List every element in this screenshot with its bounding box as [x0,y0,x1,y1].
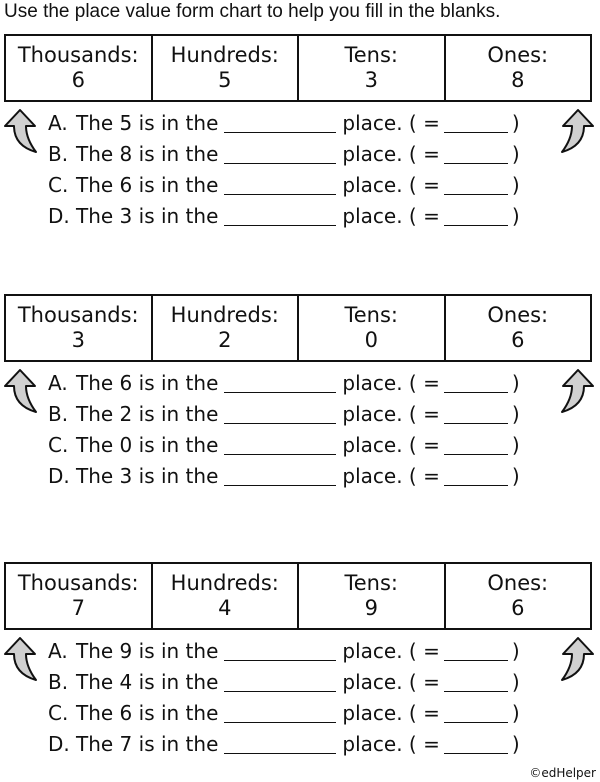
place-blank[interactable] [224,110,336,133]
question-mid: place. ( = [342,433,440,457]
cell-label: Ones: [487,571,549,595]
question-item [48,430,520,461]
question-end: ) [511,111,520,135]
place-blank[interactable] [224,203,336,226]
question-letter: A. [48,111,68,135]
cell-value: 6 [511,596,525,620]
place-blank[interactable] [224,370,336,393]
question-end: ) [511,204,520,228]
cell-value: 9 [364,596,378,620]
question-item [48,399,520,430]
cell-value: 6 [71,68,85,92]
question-mid: place. ( = [342,111,440,135]
question-list [48,108,520,232]
question-end: ) [511,402,520,426]
question-prompt: The 3 is in the [76,464,219,488]
cell-value: 0 [364,328,378,352]
question-item [48,201,520,232]
value-blank[interactable] [444,203,508,226]
cell-value: 7 [71,596,85,620]
question-letter: A. [48,639,68,663]
value-blank[interactable] [444,141,508,164]
cell-value: 4 [218,596,232,620]
question-prompt: The 6 is in the [76,173,219,197]
question-end: ) [511,670,520,694]
question-prompt: The 6 is in the [76,371,219,395]
cell-value: 3 [71,328,85,352]
question-mid: place. ( = [342,371,440,395]
value-blank[interactable] [444,401,508,424]
hundreds-cell [153,296,300,360]
place-blank[interactable] [224,731,336,754]
question-item [48,729,520,760]
value-blank[interactable] [444,638,508,661]
copyright-credit: ©edHelper [529,766,596,780]
curved-up-arrow-icon [2,366,42,416]
question-mid: place. ( = [342,142,440,166]
place-blank[interactable] [224,141,336,164]
question-letter: B. [48,670,69,694]
question-item [48,368,520,399]
place-value-section-3 [0,562,600,762]
cell-label: Hundreds: [170,303,279,327]
value-blank[interactable] [444,110,508,133]
cell-value: 6 [511,328,525,352]
curved-up-arrow-icon [2,106,42,156]
value-blank[interactable] [444,463,508,486]
place-value-chart [4,562,592,630]
question-end: ) [511,701,520,725]
ones-cell [446,296,591,360]
question-end: ) [511,371,520,395]
place-value-section-1 [0,34,600,234]
question-mid: place. ( = [342,464,440,488]
cell-label: Tens: [344,43,398,67]
question-prompt: The 9 is in the [76,639,219,663]
ones-cell [446,564,591,628]
cell-label: Ones: [487,303,549,327]
question-prompt: The 8 is in the [76,142,219,166]
question-mid: place. ( = [342,701,440,725]
place-blank[interactable] [224,401,336,424]
question-end: ) [511,639,520,663]
question-item [48,139,520,170]
question-letter: C. [48,433,69,457]
question-prompt: The 5 is in the [76,111,219,135]
question-end: ) [511,173,520,197]
question-prompt: The 6 is in the [76,701,219,725]
question-list [48,636,520,760]
question-item [48,461,520,492]
cell-label: Ones: [487,43,549,67]
question-mid: place. ( = [342,204,440,228]
value-blank[interactable] [444,432,508,455]
value-blank[interactable] [444,700,508,723]
question-item [48,636,520,667]
place-value-chart [4,294,592,362]
value-blank[interactable] [444,731,508,754]
curved-up-arrow-icon [556,106,596,156]
question-letter: C. [48,173,69,197]
question-item [48,108,520,139]
place-value-section-2 [0,294,600,494]
question-item [48,698,520,729]
cell-label: Thousands: [17,303,139,327]
value-blank[interactable] [444,172,508,195]
place-blank[interactable] [224,638,336,661]
question-prompt: The 3 is in the [76,204,219,228]
question-end: ) [511,433,520,457]
question-letter: A. [48,371,68,395]
place-blank[interactable] [224,432,336,455]
ones-cell [446,36,591,100]
cell-label: Thousands: [17,571,139,595]
question-letter: D. [48,464,70,488]
value-blank[interactable] [444,370,508,393]
question-letter: C. [48,701,69,725]
question-letter: B. [48,402,69,426]
question-item [48,170,520,201]
hundreds-cell [153,564,300,628]
question-mid: place. ( = [342,670,440,694]
question-prompt: The 4 is in the [76,670,219,694]
curved-up-arrow-icon [556,366,596,416]
cell-label: Tens: [344,303,398,327]
question-item [48,667,520,698]
question-mid: place. ( = [342,173,440,197]
place-value-chart [4,34,592,102]
thousands-cell [6,296,153,360]
place-blank[interactable] [224,669,336,692]
thousands-cell [6,564,153,628]
thousands-cell [6,36,153,100]
cell-label: Tens: [344,571,398,595]
tens-cell [299,296,446,360]
place-blank[interactable] [224,172,336,195]
place-blank[interactable] [224,700,336,723]
question-prompt: The 0 is in the [76,433,219,457]
tens-cell [299,564,446,628]
value-blank[interactable] [444,669,508,692]
cell-label: Thousands: [17,43,139,67]
question-prompt: The 7 is in the [76,732,219,756]
tens-cell [299,36,446,100]
question-prompt: The 2 is in the [76,402,219,426]
place-blank[interactable] [224,463,336,486]
question-letter: B. [48,142,69,166]
cell-value: 5 [218,68,232,92]
curved-up-arrow-icon [2,634,42,684]
question-letter: D. [48,732,70,756]
cell-label: Hundreds: [170,43,279,67]
cell-value: 2 [218,328,232,352]
question-end: ) [511,464,520,488]
question-mid: place. ( = [342,402,440,426]
instructions: Use the place value form chart to help you fill in the blanks. [4,1,501,22]
curved-up-arrow-icon [556,634,596,684]
question-end: ) [511,732,520,756]
question-end: ) [511,142,520,166]
cell-label: Hundreds: [170,571,279,595]
hundreds-cell [153,36,300,100]
cell-value: 3 [364,68,378,92]
question-letter: D. [48,204,70,228]
question-mid: place. ( = [342,732,440,756]
question-mid: place. ( = [342,639,440,663]
cell-value: 8 [511,68,525,92]
question-list [48,368,520,492]
